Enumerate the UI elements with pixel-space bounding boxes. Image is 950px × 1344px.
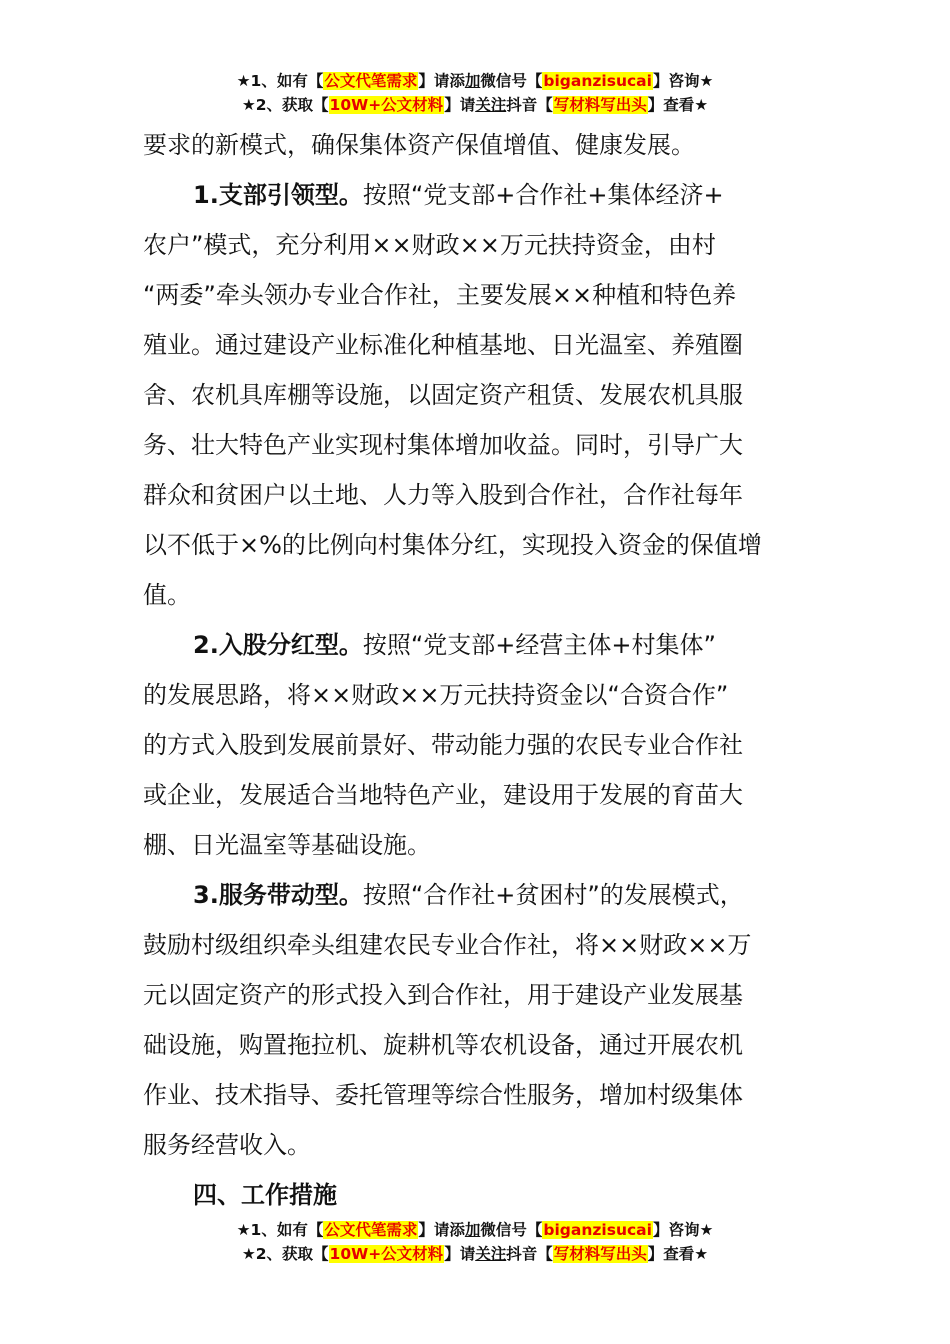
promo-text: 抖音【 bbox=[506, 96, 553, 114]
promo-line-2-top bbox=[0, 94, 950, 116]
promo-text: ★1、如有【 bbox=[236, 72, 324, 90]
promo-text: 】请添 bbox=[418, 72, 465, 90]
paragraph-line: 群众和贫困户以土地、人力等入股到合作社，合作社每年 bbox=[143, 481, 743, 509]
promo-text: 】查看★ bbox=[647, 96, 709, 114]
paragraph-line: 殖业。通过建设产业标准化种植基地、日光温室、养殖圈 bbox=[143, 331, 743, 359]
promo-text: 】查看★ bbox=[647, 1245, 709, 1263]
promo-underline: 关注 bbox=[475, 1245, 507, 1263]
document-body bbox=[143, 120, 823, 1220]
promo-line-2-bottom bbox=[0, 1243, 950, 1265]
promo-highlight: 10W+公文材料 bbox=[329, 1245, 444, 1263]
promo-underline: 关注 bbox=[475, 96, 507, 114]
paragraph-line: 以不低于×%的比例向村集体分红，实现投入资金的保值增 bbox=[143, 531, 762, 559]
intro-line: 要求的新模式，确保集体资产保值增值、健康发展。 bbox=[143, 131, 695, 159]
promo-highlight: 公文代笔需求 bbox=[324, 1221, 418, 1239]
promo-wechat-id: biganzisucai bbox=[543, 1221, 652, 1239]
paragraph-line: 按照“党支部+合作社+集体经济+ bbox=[362, 181, 724, 209]
paragraph-heading: 3.服务带动型。 bbox=[193, 881, 363, 909]
promo-text: 微信号【 bbox=[480, 72, 543, 90]
paragraph-line: 农户”模式，充分利用××财政××万元扶持资金，由村 bbox=[143, 231, 716, 259]
promo-text: 】请 bbox=[444, 1245, 476, 1263]
paragraph-3 bbox=[143, 870, 823, 1170]
paragraph-line: 础设施，购置拖拉机、旋耕机等农机设备，通过开展农机 bbox=[143, 1031, 743, 1059]
paragraph-line: 按照“党支部+经营主体+村集体” bbox=[362, 631, 716, 659]
paragraph-line: 的发展思路，将××财政××万元扶持资金以“合资合作” bbox=[143, 681, 729, 709]
promo-text: 微信号【 bbox=[480, 1221, 543, 1239]
paragraph-line: 棚、日光温室等基础设施。 bbox=[143, 831, 431, 859]
paragraph-line: 鼓励村级组织牵头组建农民专业合作社，将××财政××万 bbox=[143, 931, 752, 959]
promo-wechat-id: biganzisucai bbox=[543, 72, 652, 90]
promo-highlight: 10W+公文材料 bbox=[329, 96, 444, 114]
paragraph-line: 按照“合作社+贫困村”的发展模式， bbox=[362, 881, 744, 909]
paragraph-line: 的方式入股到发展前景好、带动能力强的农民专业合作社 bbox=[143, 731, 743, 759]
paragraph-line: “两委”牵头领办专业合作社，主要发展××种植和特色养 bbox=[143, 281, 737, 309]
paragraph-line: 舍、农机具库棚等设施，以固定资产租赁、发展农机具服 bbox=[143, 381, 743, 409]
promo-text: 】请 bbox=[444, 96, 476, 114]
promo-text: 】咨询★ bbox=[652, 72, 714, 90]
promo-text: 抖音【 bbox=[506, 1245, 553, 1263]
promo-douyin-id: 写材料写出头 bbox=[553, 96, 647, 114]
promo-text: 】请添 bbox=[418, 1221, 465, 1239]
paragraph-heading: 2.入股分红型。 bbox=[193, 631, 363, 659]
section-heading: 四、工作措施 bbox=[193, 1181, 337, 1209]
paragraph-heading: 1.支部引领型。 bbox=[193, 181, 363, 209]
paragraph-2 bbox=[143, 620, 823, 870]
paragraph-line: 服务经营收入。 bbox=[143, 1131, 311, 1159]
paragraph-1 bbox=[143, 170, 823, 620]
promo-line-1-top bbox=[0, 70, 950, 92]
paragraph-line: 值。 bbox=[143, 581, 191, 609]
promo-text: ★2、获取【 bbox=[241, 96, 329, 114]
promo-text: 】咨询★ bbox=[652, 1221, 714, 1239]
promo-highlight: 公文代笔需求 bbox=[324, 72, 418, 90]
paragraph-line: 或企业，发展适合当地特色产业，建设用于发展的育苗大 bbox=[143, 781, 743, 809]
paragraph-line: 务、壮大特色产业实现村集体增加收益。同时，引导广大 bbox=[143, 431, 743, 459]
paragraph-line: 元以固定资产的形式投入到合作社，用于建设产业发展基 bbox=[143, 981, 743, 1009]
promo-text: ★2、获取【 bbox=[241, 1245, 329, 1263]
promo-underline: 加 bbox=[464, 1221, 481, 1239]
promo-text: ★1、如有【 bbox=[236, 1221, 324, 1239]
promo-douyin-id: 写材料写出头 bbox=[553, 1245, 647, 1263]
promo-line-1-bottom bbox=[0, 1219, 950, 1241]
paragraph-line: 作业、技术指导、委托管理等综合性服务，增加村级集体 bbox=[143, 1081, 743, 1109]
promo-underline: 加 bbox=[464, 72, 481, 90]
